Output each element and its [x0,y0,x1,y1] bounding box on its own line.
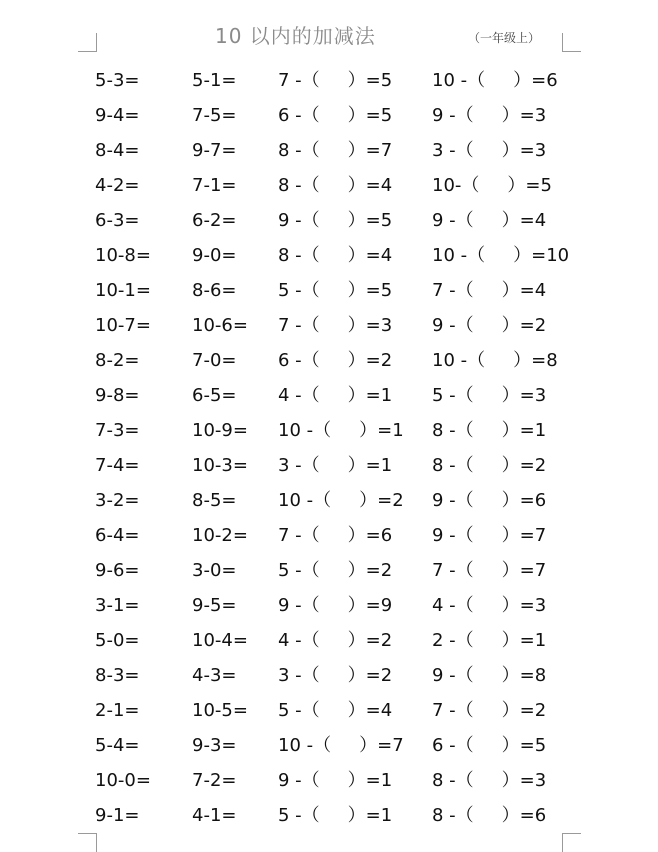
problem-b: 7-0= [192,350,237,371]
open-paren: （ [467,350,486,371]
fill-in-problem [278,244,392,268]
problem-b: 8-5= [192,490,237,511]
close-paren: ） [501,805,520,826]
problem-left: 5 - [278,280,302,301]
problem-b: 10-5= [192,700,248,721]
problem-b: 8-6= [192,280,237,301]
problem-a: 8-4= [95,140,140,161]
close-paren: ） [501,525,520,546]
close-paren: ） [347,210,366,231]
problem-right: =2 [365,630,393,651]
open-paren: （ [455,455,474,476]
problem-b: 6-2= [192,210,237,231]
problem-left: 8 - [278,140,302,161]
problem-a: 5-0= [95,630,140,651]
open-paren: （ [301,385,320,406]
problem-right: =8 [519,665,547,686]
problem-right: =3 [365,315,393,336]
problem-right: =4 [365,245,393,266]
open-paren: （ [455,385,474,406]
problem-row [0,63,658,98]
problem-a: 9-1= [95,805,140,826]
problem-right: =4 [519,280,547,301]
open-paren: （ [455,595,474,616]
fill-in-problem [278,769,392,793]
close-paren: ） [501,385,520,406]
close-paren: ） [347,525,366,546]
fill-in-problem [432,664,546,688]
corner-mark-top-right [562,33,581,52]
fill-in-problem [278,209,392,233]
problem-b: 6-5= [192,385,237,406]
fill-in-problem [278,314,392,338]
problem-a: 3-1= [95,595,140,616]
problem-row [0,133,658,168]
problem-row [0,238,658,273]
fill-in-problem [278,419,404,443]
close-paren: ） [347,105,366,126]
problem-row [0,203,658,238]
open-paren: （ [301,315,320,336]
problem-left: 2 - [432,630,456,651]
close-paren: ） [347,455,366,476]
fill-in-problem [432,734,546,758]
open-paren: （ [455,700,474,721]
open-paren: （ [301,560,320,581]
problem-right: =1 [365,455,393,476]
problem-row [0,343,658,378]
problem-left: 9 - [278,595,302,616]
fill-in-problem [278,104,392,128]
fill-in-problem [278,489,404,513]
fill-in-problem [432,454,546,478]
problem-b: 10-3= [192,455,248,476]
fill-in-problem [278,349,392,373]
problem-b: 10-6= [192,315,248,336]
problem-right: =2 [377,490,404,511]
problem-a: 10-7= [95,315,151,336]
problem-left: 10- [432,175,462,196]
problem-b: 4-1= [192,805,237,826]
problem-left: 9 - [278,770,302,791]
close-paren: ） [359,420,378,441]
problem-a: 5-4= [95,735,140,756]
open-paren: （ [301,70,320,91]
open-paren: （ [301,175,320,196]
fill-in-problem [432,174,552,198]
open-paren: （ [301,770,320,791]
fill-in-problem [432,139,546,163]
problem-row [0,168,658,203]
open-paren: （ [455,735,474,756]
problem-right: =4 [365,175,393,196]
problem-b: 9-0= [192,245,237,266]
problem-right: =6 [519,490,547,511]
close-paren: ） [501,735,520,756]
problem-left: 6 - [278,105,302,126]
problem-row [0,798,658,833]
problem-a: 2-1= [95,700,140,721]
close-paren: ） [501,560,520,581]
close-paren: ） [347,280,366,301]
open-paren: （ [301,105,320,126]
problem-a: 5-3= [95,70,140,91]
problem-left: 10 - [432,350,468,371]
problem-left: 8 - [432,805,456,826]
close-paren: ） [347,385,366,406]
problem-right: =7 [377,735,404,756]
worksheet-subtitle: （一年级上） [468,31,541,45]
problem-right: =1 [377,420,404,441]
problem-b: 5-1= [192,70,237,91]
fill-in-problem [432,594,546,618]
problem-right: =7 [519,560,547,581]
problem-right: =1 [365,385,393,406]
problem-b: 7-5= [192,105,237,126]
fill-in-problem [432,629,546,653]
open-paren: （ [301,805,320,826]
open-paren: （ [455,560,474,581]
problem-left: 5 - [432,385,456,406]
problem-b: 7-1= [192,175,237,196]
problem-left: 10 - [278,735,314,756]
open-paren: （ [301,700,320,721]
open-paren: （ [455,105,474,126]
fill-in-problem [278,699,392,723]
fill-in-problem [432,699,546,723]
open-paren: （ [313,735,332,756]
problem-right: =7 [519,525,547,546]
fill-in-problem [432,804,546,828]
close-paren: ） [347,805,366,826]
problem-b: 10-4= [192,630,248,651]
close-paren: ） [347,630,366,651]
problem-row [0,588,658,623]
problem-a: 10-1= [95,280,151,301]
problem-left: 7 - [278,315,302,336]
fill-in-problem [278,279,392,303]
close-paren: ） [501,280,520,301]
problem-left: 8 - [432,455,456,476]
problem-right: =2 [519,315,547,336]
fill-in-problem [278,629,392,653]
open-paren: （ [301,280,320,301]
close-paren: ） [347,350,366,371]
problem-row [0,728,658,763]
problem-left: 9 - [432,525,456,546]
problem-right: =4 [519,210,547,231]
open-paren: （ [455,525,474,546]
problem-row [0,553,658,588]
problem-row [0,98,658,133]
open-paren: （ [467,245,486,266]
fill-in-problem [432,384,546,408]
problem-right: =5 [365,280,393,301]
problem-left: 3 - [278,665,302,686]
open-paren: （ [455,315,474,336]
fill-in-problem [278,664,392,688]
close-paren: ） [501,420,520,441]
close-paren: ） [501,630,520,651]
problem-left: 7 - [432,700,456,721]
close-paren: ） [359,490,378,511]
open-paren: （ [313,420,332,441]
close-paren: ） [501,595,520,616]
problem-right: =7 [365,140,393,161]
close-paren: ） [501,105,520,126]
fill-in-problem [432,69,558,93]
close-paren: ） [501,315,520,336]
fill-in-problem [278,139,392,163]
problem-right: =5 [519,735,547,756]
close-paren: ） [501,210,520,231]
problem-a: 10-0= [95,770,151,791]
open-paren: （ [301,245,320,266]
fill-in-problem [278,384,392,408]
problem-left: 4 - [278,385,302,406]
close-paren: ） [501,490,520,511]
problem-left: 8 - [278,245,302,266]
problem-right: =5 [365,70,393,91]
problem-right: =1 [365,805,393,826]
problem-a: 7-3= [95,420,140,441]
problem-left: 10 - [432,70,468,91]
open-paren: （ [313,490,332,511]
close-paren: ） [347,245,366,266]
problem-a: 9-6= [95,560,140,581]
problem-left: 9 - [432,210,456,231]
fill-in-problem [432,314,546,338]
problem-a: 8-2= [95,350,140,371]
problem-row [0,623,658,658]
open-paren: （ [455,630,474,651]
problem-grid [0,63,658,833]
open-paren: （ [455,805,474,826]
close-paren: ） [513,70,532,91]
problem-right: =3 [519,105,547,126]
problem-right: =1 [519,630,547,651]
close-paren: ） [347,70,366,91]
open-paren: （ [461,175,480,196]
problem-left: 3 - [432,140,456,161]
problem-right: =2 [519,700,547,721]
open-paren: （ [301,665,320,686]
close-paren: ） [347,770,366,791]
close-paren: ） [347,700,366,721]
open-paren: （ [301,210,320,231]
problem-a: 10-8= [95,245,151,266]
fill-in-problem [432,769,546,793]
open-paren: （ [455,770,474,791]
problem-b: 9-3= [192,735,237,756]
close-paren: ） [501,665,520,686]
close-paren: ） [347,175,366,196]
close-paren: ） [359,735,378,756]
problem-left: 7 - [432,280,456,301]
close-paren: ） [513,350,532,371]
problem-left: 7 - [278,525,302,546]
problem-right: =10 [531,245,570,266]
problem-a: 9-8= [95,385,140,406]
problem-row [0,658,658,693]
problem-left: 5 - [278,805,302,826]
fill-in-problem [278,174,392,198]
problem-right: =5 [365,210,393,231]
close-paren: ） [347,315,366,336]
problem-right: =6 [365,525,393,546]
problem-right: =2 [519,455,547,476]
fill-in-problem [432,419,546,443]
open-paren: （ [455,665,474,686]
problem-right: =2 [365,350,393,371]
problem-left: 4 - [278,630,302,651]
problem-b: 4-3= [192,665,237,686]
problem-left: 6 - [278,350,302,371]
close-paren: ） [347,665,366,686]
problem-right: =6 [519,805,547,826]
fill-in-problem [278,734,404,758]
problem-right: =5 [525,175,552,196]
close-paren: ） [501,770,520,791]
problem-row [0,378,658,413]
fill-in-problem [278,804,392,828]
problem-left: 8 - [278,175,302,196]
open-paren: （ [301,630,320,651]
fill-in-problem [278,524,392,548]
problem-b: 7-2= [192,770,237,791]
problem-a: 4-2= [95,175,140,196]
problem-left: 4 - [432,595,456,616]
close-paren: ） [501,700,520,721]
problem-right: =3 [519,140,547,161]
problem-b: 10-9= [192,420,248,441]
open-paren: （ [455,490,474,511]
problem-row [0,308,658,343]
problem-right: =9 [365,595,393,616]
problem-left: 9 - [432,490,456,511]
problem-a: 8-3= [95,665,140,686]
worksheet-title: 10 以内的加减法 [215,24,376,48]
close-paren: ） [507,175,526,196]
problem-left: 3 - [278,455,302,476]
close-paren: ） [347,140,366,161]
open-paren: （ [455,280,474,301]
problem-left: 7 - [278,70,302,91]
fill-in-problem [432,279,546,303]
fill-in-problem [278,454,392,478]
problem-b: 3-0= [192,560,237,581]
fill-in-problem [432,349,558,373]
problem-a: 6-4= [95,525,140,546]
open-paren: （ [301,140,320,161]
problem-row [0,763,658,798]
problem-right: =4 [365,700,393,721]
open-paren: （ [301,455,320,476]
open-paren: （ [301,525,320,546]
problem-a: 7-4= [95,455,140,476]
problem-left: 10 - [278,420,314,441]
problem-left: 9 - [432,105,456,126]
problem-left: 9 - [432,665,456,686]
problem-right: =5 [365,105,393,126]
close-paren: ） [347,595,366,616]
problem-right: =3 [519,385,547,406]
fill-in-problem [432,524,546,548]
close-paren: ） [501,455,520,476]
problem-left: 8 - [432,420,456,441]
problem-row [0,448,658,483]
problem-left: 10 - [432,245,468,266]
problem-row [0,693,658,728]
fill-in-problem [432,209,546,233]
problem-left: 5 - [278,560,302,581]
fill-in-problem [278,594,392,618]
problem-right: =3 [519,770,547,791]
problem-left: 10 - [278,490,314,511]
problem-right: =1 [365,770,393,791]
problem-left: 9 - [278,210,302,231]
fill-in-problem [432,104,546,128]
problem-left: 5 - [278,700,302,721]
close-paren: ） [513,245,532,266]
problem-right: =3 [519,595,547,616]
open-paren: （ [301,350,320,371]
problem-a: 9-4= [95,105,140,126]
problem-a: 6-3= [95,210,140,231]
open-paren: （ [467,70,486,91]
problem-row [0,413,658,448]
problem-row [0,518,658,553]
problem-row [0,483,658,518]
problem-b: 9-7= [192,140,237,161]
problem-left: 7 - [432,560,456,581]
problem-right: =2 [365,665,393,686]
problem-a: 3-2= [95,490,140,511]
problem-right: =6 [531,70,558,91]
fill-in-problem [432,244,569,268]
open-paren: （ [455,420,474,441]
open-paren: （ [455,140,474,161]
problem-b: 9-5= [192,595,237,616]
close-paren: ） [347,560,366,581]
fill-in-problem [432,559,546,583]
corner-mark-top-left [78,33,97,52]
fill-in-problem [278,69,392,93]
fill-in-problem [278,559,392,583]
problem-left: 8 - [432,770,456,791]
problem-right: =8 [531,350,558,371]
fill-in-problem [432,489,546,513]
problem-row [0,273,658,308]
problem-right: =1 [519,420,547,441]
problem-left: 6 - [432,735,456,756]
problem-right: =2 [365,560,393,581]
close-paren: ） [501,140,520,161]
open-paren: （ [301,595,320,616]
open-paren: （ [455,210,474,231]
problem-b: 10-2= [192,525,248,546]
problem-left: 9 - [432,315,456,336]
